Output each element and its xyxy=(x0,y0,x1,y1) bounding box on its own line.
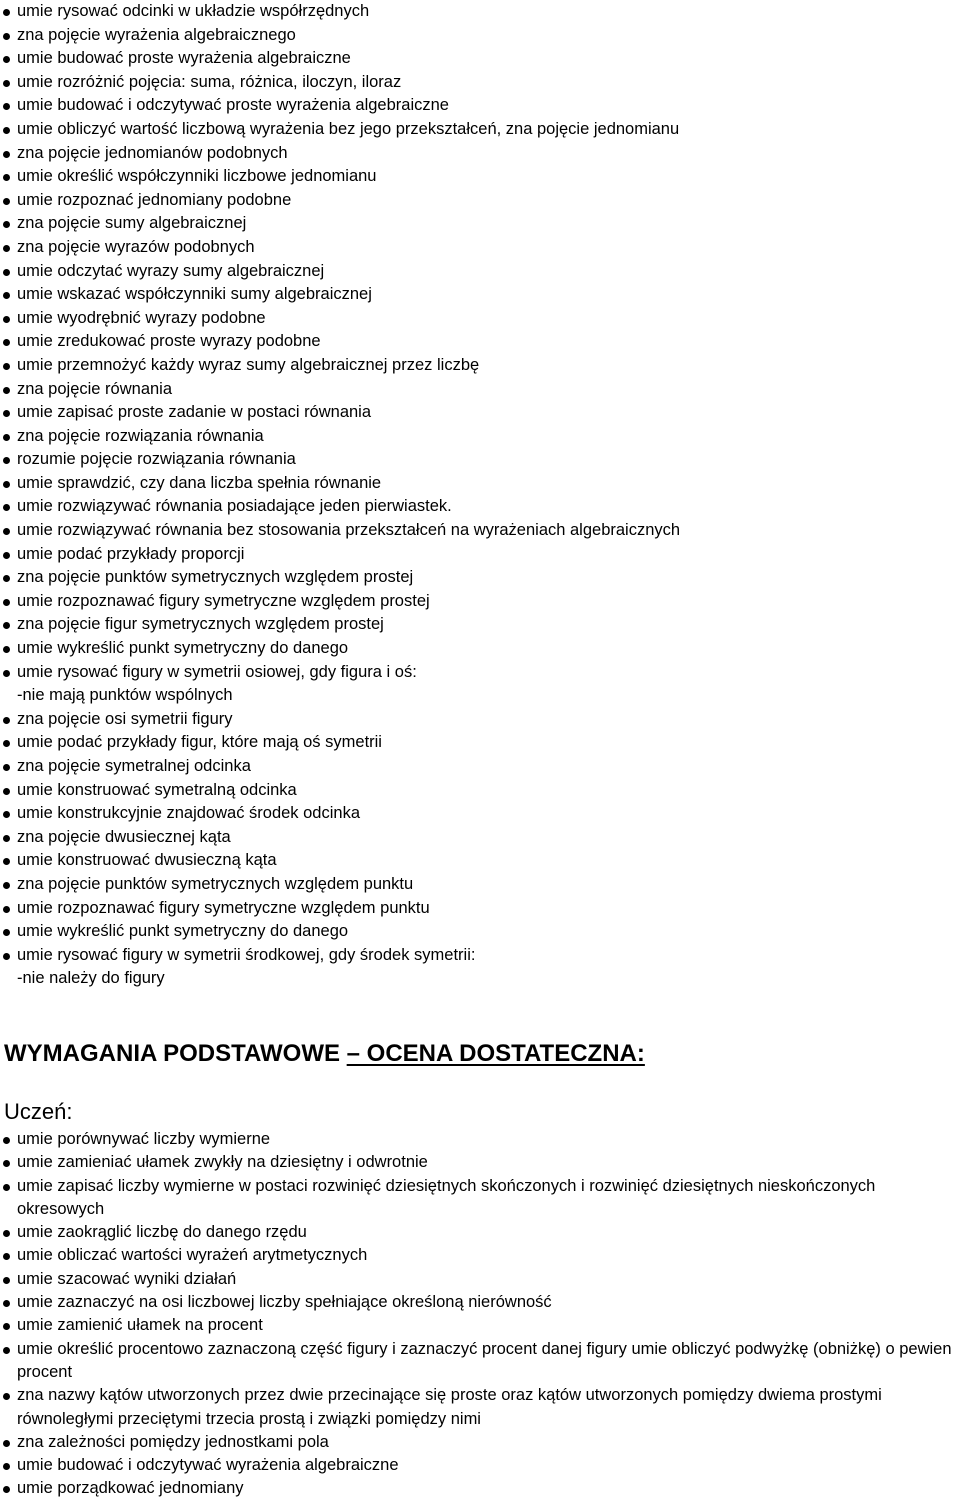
list-item xyxy=(0,1338,958,1385)
list-item xyxy=(0,189,958,213)
bullet-icon xyxy=(3,221,10,228)
list-item xyxy=(0,944,958,968)
bullet-icon xyxy=(3,198,10,205)
bullet-icon xyxy=(3,410,10,417)
list-item xyxy=(0,1384,958,1431)
bullet-icon xyxy=(3,1230,10,1237)
heading-grade: – OCENA DOSTATECZNA: xyxy=(346,1040,645,1067)
list-item xyxy=(0,118,958,142)
list-item-text: zna pojęcie rozwiązania równania xyxy=(17,426,264,445)
list-item xyxy=(0,802,958,826)
list-item xyxy=(0,495,958,519)
list-item xyxy=(0,519,958,543)
bullet-icon xyxy=(3,575,10,582)
bullet-icon xyxy=(3,127,10,134)
bullet-icon xyxy=(3,504,10,511)
list-item-text: umie rozpoznawać figury symetryczne względem punktu xyxy=(17,898,430,917)
bullet-icon xyxy=(3,151,10,158)
list-item-text: umie wykreślić punkt symetryczny do danego xyxy=(17,922,349,941)
bullet-icon xyxy=(3,269,10,276)
bullet-icon xyxy=(3,363,10,370)
list-item xyxy=(0,24,958,48)
list-item-text: umie zamieniać ułamek zwykły na dziesiętny i odwrotnie xyxy=(17,1153,428,1172)
student-label: Uczeń: xyxy=(4,1099,73,1124)
list-item-text: umie zapisać liczby wymierne w postaci rozwinięć dziesiętnych skończonych i rozwinięć dziesiętnych nieskończonych okresowych xyxy=(17,1176,876,1218)
list-item xyxy=(0,448,958,472)
list-item-text: umie odczytać wyrazy sumy algebraicznej xyxy=(17,261,325,280)
bullet-icon xyxy=(3,953,10,960)
list-item-text: umie rysować odcinki w układzie współrzędnych xyxy=(17,2,370,20)
bullet-icon xyxy=(3,1160,10,1167)
bullet-icon xyxy=(3,670,10,677)
list-item xyxy=(0,543,958,567)
list-item xyxy=(0,590,958,614)
list-item-text: umie zamienić ułamek na procent xyxy=(17,1316,263,1335)
bullet-icon xyxy=(3,929,10,936)
bullet-icon xyxy=(3,906,10,913)
list-item xyxy=(0,1128,958,1151)
list-item-text: umie obliczyć wartość liczbową wyrażenia bez jego przekształceń, zna pojęcie jednomianu xyxy=(17,119,680,138)
list-item-text: umie rysować figury w symetrii osiowej, gdy figura i oś: xyxy=(17,662,417,681)
bullet-icon xyxy=(3,1137,10,1144)
list-item xyxy=(0,1244,958,1267)
bullet-icon xyxy=(3,481,10,488)
list-item-text: umie konstruować symetralną odcinka xyxy=(17,780,297,799)
list-item xyxy=(0,967,958,991)
section-heading xyxy=(4,1036,645,1072)
list-item-text: umie rozwiązywać równania bez stosowania przekształceń na wyrażeniach algebraicznych xyxy=(17,521,681,540)
bullet-icon xyxy=(3,33,10,40)
list-item xyxy=(0,354,958,378)
list-item xyxy=(0,472,958,496)
bullet-icon xyxy=(3,174,10,181)
list-item-text: umie wykreślić punkt symetryczny do danego xyxy=(17,639,349,658)
list-item xyxy=(0,94,958,118)
list-item-text: umie konstrukcyjnie znajdować środek odcinka xyxy=(17,804,361,823)
list-item-text: zna pojęcie punktów symetrycznych względem punktu xyxy=(17,874,414,893)
list-item xyxy=(0,920,958,944)
bullet-icon xyxy=(3,1277,10,1284)
list-item xyxy=(0,1431,958,1454)
list-item xyxy=(0,566,958,590)
list-item-text: umie określić współczynniki liczbowe jednomianu xyxy=(17,167,377,186)
list-item-text: umie rozwiązywać równania posiadające jeden pierwiastek. xyxy=(17,497,452,516)
list-item-text: umie przemnożyć każdy wyraz sumy algebraicznej przez liczbę xyxy=(17,355,480,374)
bullet-icon xyxy=(3,717,10,724)
list-item xyxy=(0,330,958,354)
list-item xyxy=(0,47,958,71)
list-item xyxy=(0,260,958,284)
list-item xyxy=(0,1291,958,1314)
list-item xyxy=(0,873,958,897)
list-item-text: umie porządkować jednomiany xyxy=(17,1479,244,1498)
list-item-text: umie sprawdzić, czy dana liczba spełnia równanie xyxy=(17,473,382,492)
bullet-icon xyxy=(3,103,10,110)
list-item-text: umie wskazać współczynniki sumy algebraicznej xyxy=(17,285,372,304)
list-item xyxy=(0,1151,958,1174)
list-item-text: umie rozróżnić pojęcia: suma, różnica, iloczyn, iloraz xyxy=(17,72,402,91)
list-item-text: umie porównywać liczby wymierne xyxy=(17,1130,271,1148)
bullet-icon xyxy=(3,811,10,818)
list-item-text: zna pojęcie osi symetrii figury xyxy=(17,709,233,728)
list-item xyxy=(0,401,958,425)
list-item-text: zna pojęcie równania xyxy=(17,379,173,398)
list-item-text: umie szacować wyniki działań xyxy=(17,1269,237,1288)
bullet-icon xyxy=(3,292,10,299)
list-item-text: zna pojęcie symetralnej odcinka xyxy=(17,757,251,775)
bullet-icon xyxy=(3,599,10,606)
list-item xyxy=(0,826,958,850)
list-item xyxy=(0,637,958,661)
list-item-text: zna pojęcie jednomianów podobnych xyxy=(17,143,288,162)
list-item-text: zna pojęcie dwusiecznej kąta xyxy=(17,827,231,846)
bullet-icon xyxy=(3,56,10,63)
list-item-text: umie konstruować dwusieczną kąta xyxy=(17,851,277,870)
bullet-icon xyxy=(3,387,10,394)
list-item-text: umie zapisać proste zadanie w postaci równania xyxy=(17,403,372,422)
list-item-text: umie budować proste wyrażenia algebraiczne xyxy=(17,49,351,68)
bullet-icon xyxy=(3,80,10,87)
list-item-text: umie rysować figury w symetrii środkowej, gdy środek symetrii: xyxy=(17,945,476,964)
bullet-icon xyxy=(3,1440,10,1447)
list-item xyxy=(0,142,958,166)
bullet-icon xyxy=(3,1184,10,1191)
list-item xyxy=(0,849,958,873)
list-item xyxy=(0,71,958,95)
list-item-text: umie rozpoznać jednomiany podobne xyxy=(17,190,292,209)
list-item-text: umie zaokrąglić liczbę do danego rzędu xyxy=(17,1223,307,1242)
bullet-icon xyxy=(3,622,10,629)
list-item xyxy=(0,613,958,637)
list-item xyxy=(0,236,958,260)
list-item-text: umie obliczać wartości wyrażeń arytmetycznych xyxy=(17,1246,368,1265)
bullet-icon xyxy=(3,245,10,252)
list-item-text: zna pojęcie figur symetrycznych względem prostej xyxy=(17,615,384,634)
bullet-icon xyxy=(3,1253,10,1260)
list-item xyxy=(0,684,958,708)
list-item-text: -nie należy do figury xyxy=(17,969,165,988)
list-item xyxy=(0,897,958,921)
list-item xyxy=(0,661,958,685)
list-item xyxy=(0,1314,958,1337)
list-item-text: umie budować i odczytywać proste wyrażenia algebraiczne xyxy=(17,96,449,115)
requirements-list-basic xyxy=(0,1128,958,1501)
list-item xyxy=(0,1221,958,1244)
heading-level: WYMAGANIA PODSTAWOWE xyxy=(4,1040,347,1067)
bullet-icon xyxy=(3,740,10,747)
list-item-text: zna nazwy kątów utworzonych przez dwie przecinające się proste oraz kątów utworzonych pomiędzy dwiema prostymi równoległymi przeciętymi trzecia prostą i związki pomiędzy nimi xyxy=(17,1386,882,1428)
list-item-text: zna pojęcie punktów symetrycznych względem prostej xyxy=(17,568,414,587)
list-item-text: umie zredukować proste wyrazy podobne xyxy=(17,332,321,351)
list-item xyxy=(0,0,958,24)
bullet-icon xyxy=(3,835,10,842)
list-item xyxy=(0,1175,958,1222)
list-item xyxy=(0,165,958,189)
bullet-icon xyxy=(3,528,10,535)
list-item-text: rozumie pojęcie rozwiązania równania xyxy=(17,450,296,469)
bullet-icon xyxy=(3,1323,10,1330)
list-item xyxy=(0,755,958,779)
bullet-icon xyxy=(3,1300,10,1307)
list-item-text: zna pojęcie wyrażenia algebraicznego xyxy=(17,25,296,44)
bullet-icon xyxy=(3,1393,10,1400)
list-item-text: zna pojęcie sumy algebraicznej xyxy=(17,214,247,233)
list-item xyxy=(0,425,958,449)
bullet-icon xyxy=(3,434,10,441)
bullet-icon xyxy=(3,1347,10,1354)
list-item xyxy=(0,1454,958,1477)
bullet-icon xyxy=(3,788,10,795)
bullet-icon xyxy=(3,457,10,464)
bullet-icon xyxy=(3,1463,10,1470)
list-item-text: -nie mają punktów wspólnych xyxy=(17,686,233,705)
list-item xyxy=(0,1268,958,1291)
list-item-text: umie budować i odczytywać wyrażenia algebraiczne xyxy=(17,1456,399,1475)
bullet-icon xyxy=(3,858,10,865)
bullet-icon xyxy=(3,764,10,771)
bullet-icon xyxy=(3,1486,10,1493)
bullet-icon xyxy=(3,552,10,559)
list-item-text: umie wyodrębnić wyrazy podobne xyxy=(17,308,266,327)
list-item-text: umie podać przykłady proporcji xyxy=(17,544,245,563)
list-item xyxy=(0,731,958,755)
list-item-text: umie rozpoznawać figury symetryczne względem prostej xyxy=(17,591,430,610)
list-item xyxy=(0,779,958,803)
bullet-icon xyxy=(3,882,10,889)
list-item-text: umie określić procentowo zaznaczoną część figury i zaznaczyć procent danej figury umie obliczyć podwyżkę (obniżkę) o pewien procent xyxy=(17,1339,952,1381)
list-item xyxy=(0,378,958,402)
list-item-text: zna pojęcie wyrazów podobnych xyxy=(17,237,255,256)
list-item-text: umie podać przykłady figur, które mają oś symetrii xyxy=(17,733,382,752)
bullet-icon xyxy=(3,316,10,323)
bullet-icon xyxy=(3,339,10,346)
bullet-icon xyxy=(3,9,10,16)
list-item-text: umie zaznaczyć na osi liczbowej liczby spełniające określoną nierówność xyxy=(17,1293,552,1312)
list-item xyxy=(0,708,958,732)
list-item xyxy=(0,307,958,331)
bullet-icon xyxy=(3,646,10,653)
list-item-text: zna zależności pomiędzy jednostkami pola xyxy=(17,1432,329,1451)
list-item xyxy=(0,283,958,307)
list-item xyxy=(0,1477,958,1500)
list-item xyxy=(0,212,958,236)
